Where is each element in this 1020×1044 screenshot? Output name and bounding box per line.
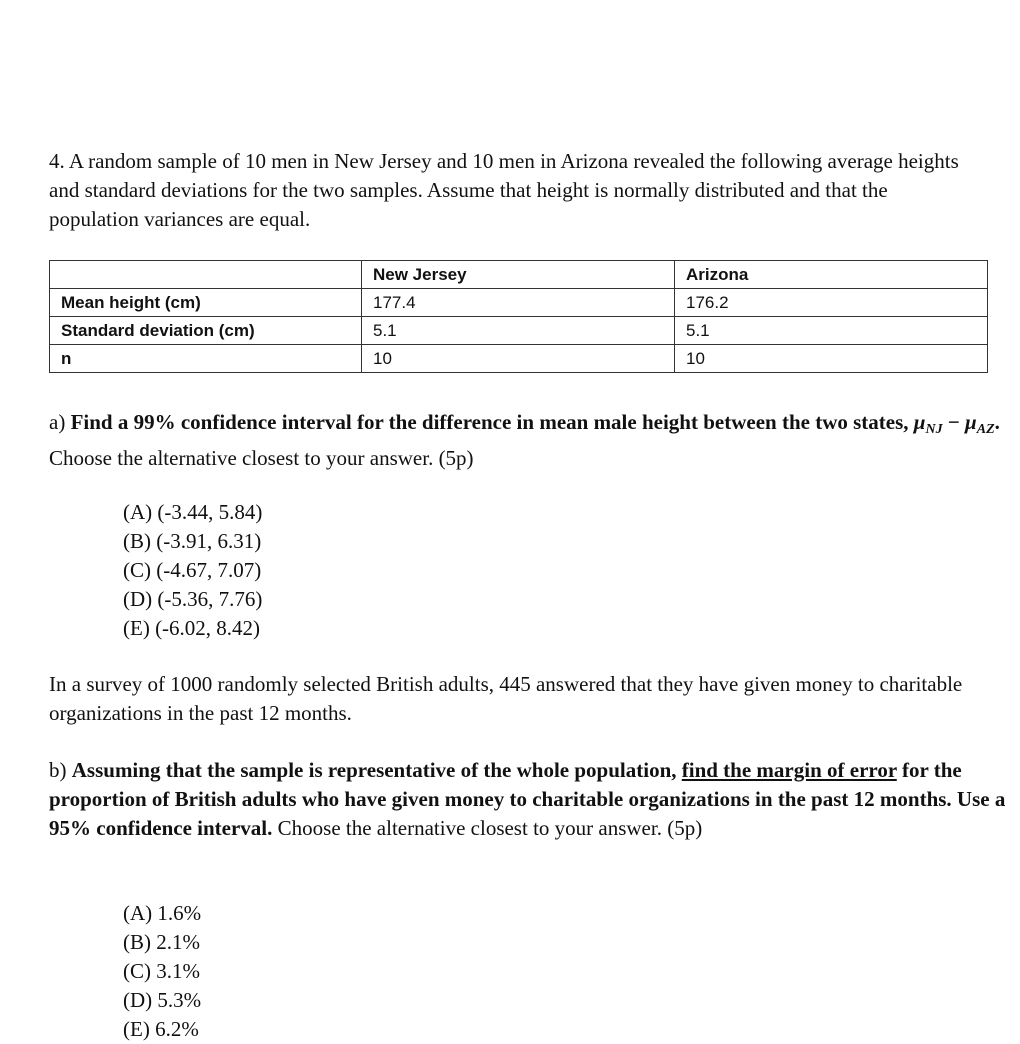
option-d: (D) 5.3% (123, 988, 202, 1012)
survey-description: In a survey of 1000 randomly selected British adults, 445 answered that they have given money to charitable organizations in the past 12 months. (49, 672, 963, 725)
row-label: Mean height (cm) (50, 289, 362, 317)
question-a-bold: Find a 99% confidence interval for the difference in mean male height between the two states, (70, 410, 914, 434)
problem-intro: 4. A random sample of 10 men in New Jersey and 10 men in Arizona revealed the following average heights and standard deviations for the two samples. Assume that height is normally distributed and that the population variances are equal. (49, 149, 959, 231)
mu-symbol: μ (913, 410, 926, 434)
subscript-nj: NJ (925, 422, 943, 437)
question-b-bold-2: for the proportion of British adults who have given money to charitable organizations in the past 12 months. Use a 95% confidence interval. (49, 758, 1006, 840)
table-row-mean (50, 289, 988, 317)
subscript-az: AZ (976, 422, 995, 437)
question-b-underlined: find the margin of error (681, 758, 897, 782)
cell-nj: 177.4 (362, 289, 675, 317)
option-c: (C) (-4.67, 7.07) (123, 558, 262, 582)
option-d: (D) (-5.36, 7.76) (123, 587, 263, 611)
option-b: (B) 2.1% (123, 930, 200, 954)
mu-symbol: μ (965, 410, 977, 434)
question-a-rest: Choose the alternative closest to your answer. (5p) (49, 446, 474, 470)
cell-az: 5.1 (675, 317, 988, 345)
question-b-rest: Choose the alternative closest to your answer. (5p) (272, 816, 703, 840)
table-header-arizona: Arizona (675, 261, 988, 289)
option-a: (A) 1.6% (123, 901, 202, 925)
option-e: (E) (-6.02, 8.42) (123, 616, 261, 640)
table-row-n (50, 345, 988, 373)
option-c: (C) 3.1% (123, 959, 200, 983)
row-label: Standard deviation (cm) (50, 317, 362, 345)
question-a-period: . (994, 410, 1000, 434)
question-a-options (123, 498, 262, 643)
question-a (49, 408, 1009, 473)
question-b (49, 756, 1009, 843)
row-label: n (50, 345, 362, 373)
height-data-table (49, 260, 988, 373)
table-header-new-jersey: New Jersey (362, 261, 675, 289)
question-a-prefix: a) (49, 410, 71, 434)
cell-nj: 10 (362, 345, 675, 373)
cell-nj: 5.1 (362, 317, 675, 345)
option-a: (A) (-3.44, 5.84) (123, 500, 263, 524)
question-b-options (123, 899, 201, 1044)
option-e: (E) 6.2% (123, 1017, 199, 1041)
cell-az: 176.2 (675, 289, 988, 317)
question-b-prefix: b) (49, 758, 72, 782)
table-header-blank (50, 261, 362, 289)
table-row-std-dev (50, 317, 988, 345)
question-b-bold-1: Assuming that the sample is representative of the whole population, (71, 758, 682, 782)
cell-az: 10 (675, 345, 988, 373)
option-b: (B) (-3.91, 6.31) (123, 529, 262, 553)
minus-sign: − (942, 410, 966, 434)
table-header-row (50, 261, 988, 289)
